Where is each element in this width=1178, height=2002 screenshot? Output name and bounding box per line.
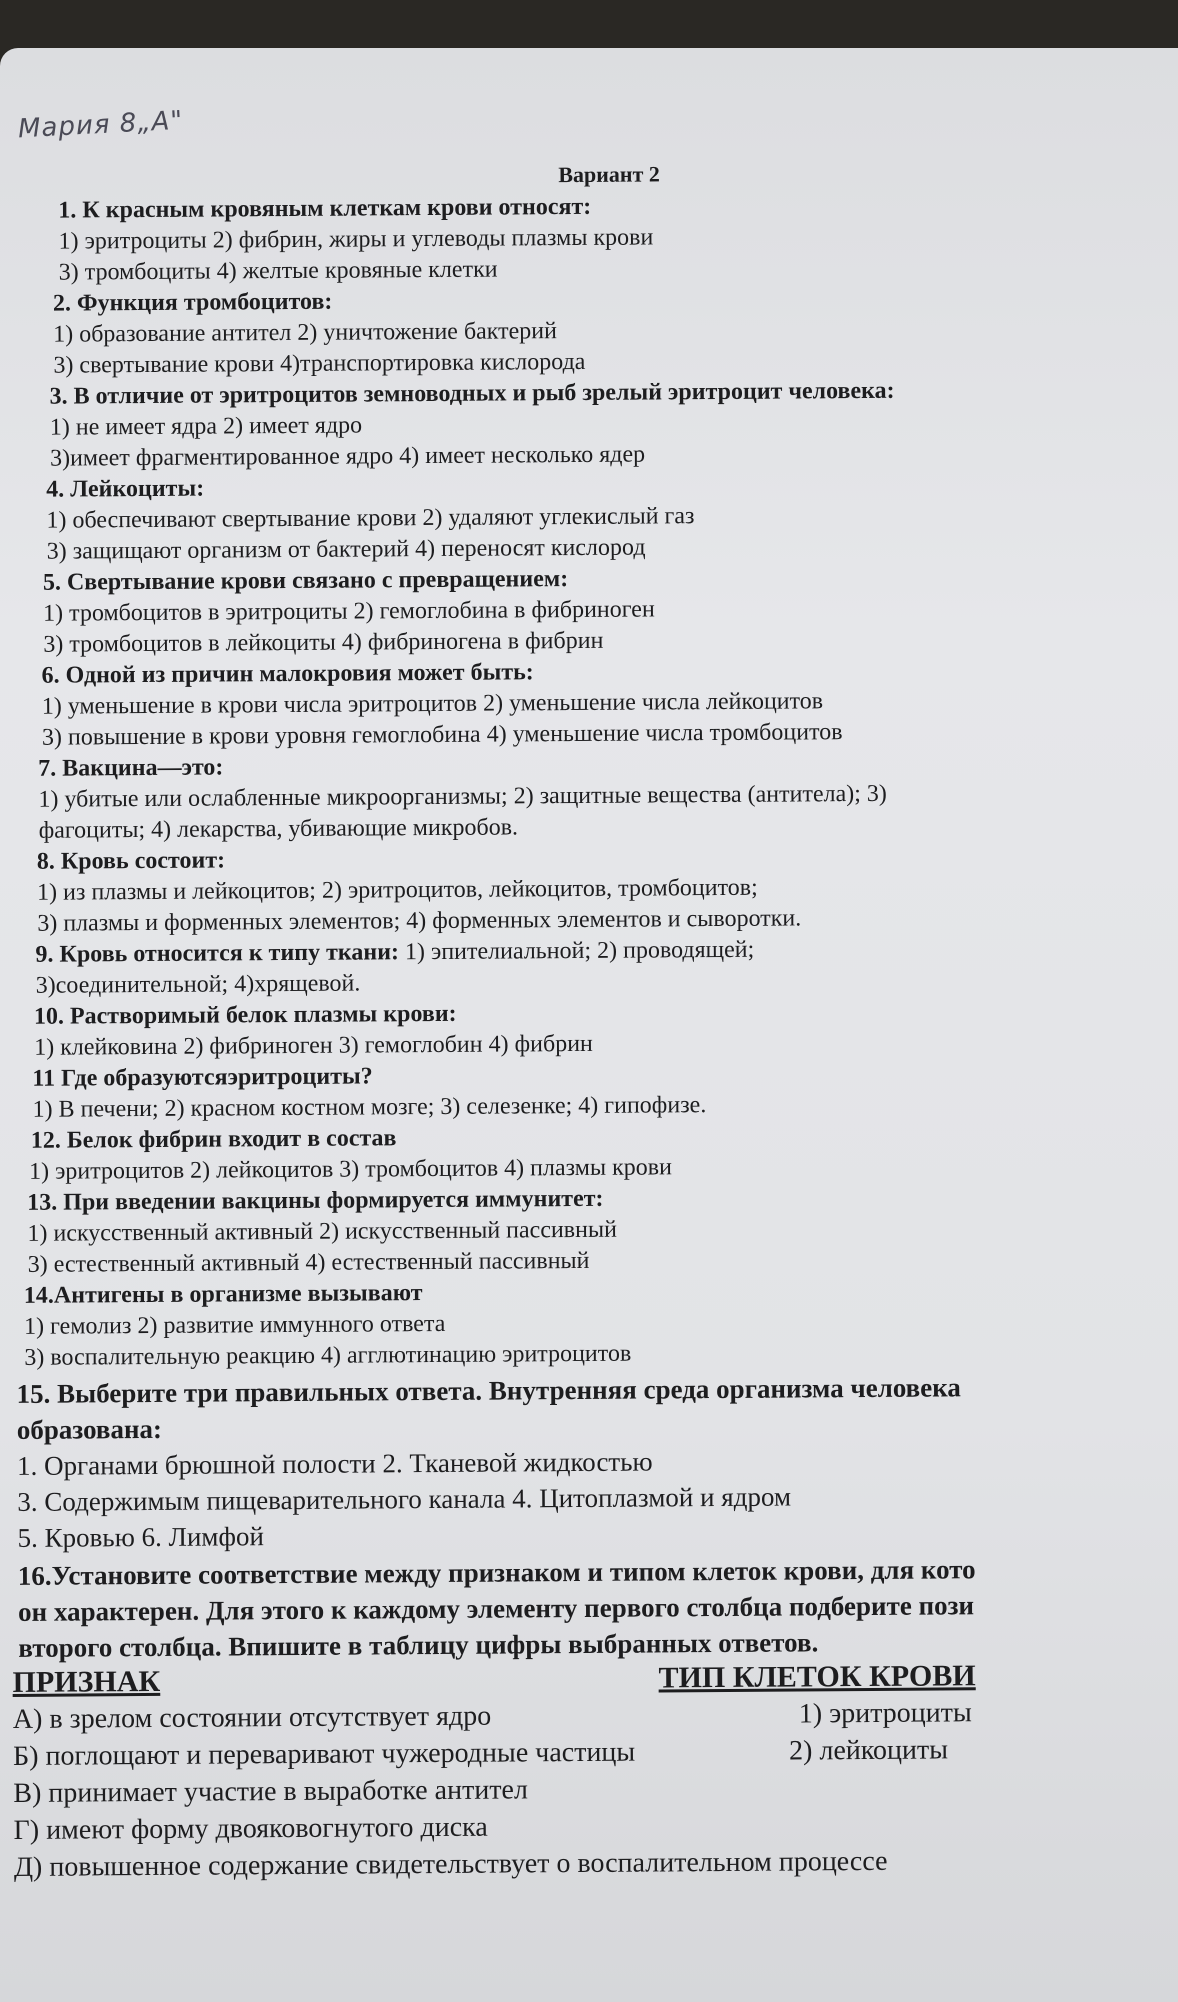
variant-title: Вариант 2 (558, 161, 660, 188)
question-text: 9. Кровь относится к типу ткани: (35, 939, 400, 968)
question-text: 2. Функция тромбоцитов: (52, 288, 333, 317)
question-6 (41, 653, 1178, 754)
document-body (0, 158, 1178, 1889)
question-4 (46, 467, 1178, 568)
answer-options-line: 3) свертывание крови 4)транспортировка кислорода (53, 348, 586, 379)
question-3 (50, 374, 1178, 475)
question-11 (32, 1056, 1178, 1126)
answer-options-line: фагоциты; 4) лекарства, убивающие микробов. (38, 814, 519, 844)
question-1 (58, 188, 1178, 289)
question-text: 11 Где образуютсяэритроциты? (32, 1063, 373, 1092)
answer-options-line: 1) тромбоцитов в эритроциты 2) гемоглобина в фибриноген (43, 596, 655, 627)
answer-options-line: 1) эритроциты 2) фибрин, жиры и углеводы плазмы крови (58, 224, 654, 255)
answer-options-line: 1) гемолиз 2) развитие иммунного ответа (24, 1310, 446, 1340)
handwritten-name: Мария 8„А" (17, 105, 185, 145)
answer-options-line: 3) плазмы и форменных элементов; 4) форменных элементов и сыворотки. (37, 905, 802, 937)
question-8 (37, 839, 1178, 940)
question-16-text: второго столбца. Впишите в таблицу цифры выбранных ответов. (18, 1627, 819, 1663)
question-15-text-2: образована: (16, 1413, 163, 1445)
answer-options-line: 1) не имеет ядра 2) имеет ядро (49, 412, 363, 441)
question-list (0, 188, 1178, 1374)
question-16 (12, 1550, 1178, 1889)
question-text: 13. При введении вакцины формируется иммунитет: (27, 1185, 604, 1216)
question-7 (38, 746, 1178, 847)
matching-row (13, 1844, 1178, 1889)
answer-options-line: 1) из плазмы и лейкоцитов; 2) эритроцитов, лейкоцитов, тромбоцитов; (36, 874, 758, 906)
column-header-cell-type: ТИП КЛЕТОК КРОВИ (658, 1659, 976, 1695)
answer-options-line: 1) убитые или ослабленные микроорганизмы; 2) защитные вещества (антитела); 3) (38, 780, 887, 813)
cell-type-item: 2) лейкоциты (788, 1734, 949, 1767)
feature-item: Г) имеют форму двояковогнутого диска (13, 1811, 488, 1846)
answer-options-line: 1) искусственный активный 2) искусственный пассивный (27, 1216, 618, 1247)
question-text: 5. Свертывание крови связано с превращением: (42, 566, 569, 596)
answer-options-line: 3) повышение в крови уровня гемоглобина 4) уменьшение числа тромбоцитов (41, 719, 843, 751)
question-text: 12. Белок фибрин входит в состав (30, 1125, 397, 1154)
question-12 (28, 1118, 1178, 1188)
paper-sheet (0, 48, 1178, 2002)
question-text: 10. Растворимый белок плазмы крови: (33, 1000, 457, 1030)
answer-options-line: 1) В печени; 2) красном костном мозге; 3) селезенке; 4) гипофизе. (32, 1092, 707, 1123)
answer-options-line: 3) тромбоциты 4) желтые кровяные клетки (58, 256, 498, 286)
question-text: 14.Антигены в организме вызывают (23, 1280, 423, 1309)
cell-type-item: 1) эритроциты (798, 1697, 972, 1730)
answer-options-line: 3) тромбоцитов в лейкоциты 4) фибриногена в фибрин (43, 627, 604, 658)
answer-options-line: 3)соединительной; 4)хрящевой. (35, 970, 361, 999)
question-inline-options: 1) эпителиальной; 2) проводящей; (398, 936, 755, 966)
question-15-option-line: 3. Содержимым пищеварительного канала 4. Цитоплазмой и ядром (17, 1481, 792, 1517)
question-14 (24, 1273, 1178, 1374)
question-15-option-line: 5. Кровью 6. Лимфой (17, 1521, 264, 1553)
answer-options-line: 1) клейковина 2) фибриноген 3) гемоглобин 4) фибрин (34, 1030, 593, 1061)
question-16-text: он характерен. Для этого к каждому элементу первого столбца подберите пози (17, 1590, 975, 1627)
answer-options-line: 1) образование антител 2) уничтожение бактерий (53, 318, 558, 348)
answer-options-line: 3) воспалительную реакцию 4) агглютинацию эритроцитов (24, 1340, 632, 1371)
question-5 (43, 560, 1178, 661)
question-15 (16, 1368, 1178, 1556)
feature-item: Д) повышенное содержание свидетельствует о воспалительном процессе (13, 1845, 888, 1883)
feature-item: А) в зрелом состоянии отсутствует ядро (12, 1700, 492, 1735)
question-text: 6. Одной из причин малокровия может быть: (41, 659, 534, 689)
question-13 (27, 1180, 1178, 1281)
feature-item: Б) поглощают и переваривают чужеродные частицы (12, 1736, 636, 1772)
question-10 (34, 994, 1178, 1064)
question-9 (35, 932, 1178, 1002)
question-15-option-line: 1. Органами брюшной полости 2. Тканевой жидкостью (16, 1446, 653, 1481)
question-2 (53, 281, 1178, 382)
answer-options-line: 3) защищают организм от бактерий 4) переносят кислород (46, 534, 646, 565)
question-text: 3. В отличие от эритроцитов земноводных и рыб зрелый эритроцит человека: (49, 377, 895, 410)
question-text: 1. К красным кровяным клеткам крови относят: (58, 193, 592, 224)
answer-options-line: 1) обеспечивают свертывание крови 2) удаляют углекислый газ (46, 503, 695, 534)
question-15-text-1: 15. Выберите три правильных ответа. Внутренняя среда организма человека (16, 1372, 961, 1409)
answer-options-line: 3) естественный активный 4) естественный пассивный (27, 1247, 590, 1278)
question-text: 4. Лейкоциты: (46, 475, 205, 503)
answer-options-line: 1) уменьшение в крови числа эритроцитов 2) уменьшение числа лейкоцитов (41, 688, 824, 720)
answer-options-line: 3)имеет фрагментированное ядро 4) имеет несколько ядер (49, 441, 646, 472)
question-16-text: 16.Установите соответствие между признаком и типом клеток крови, для кото (17, 1554, 976, 1591)
feature-item: В) принимает участие в выработке антител (13, 1774, 529, 1809)
question-text: 7. Вакцина—это: (38, 754, 224, 782)
answer-options-line: 1) эритроцитов 2) лейкоцитов 3) тромбоцитов 4) плазмы крови (28, 1154, 672, 1185)
question-text: 8. Кровь состоит: (36, 847, 226, 875)
column-header-feature: ПРИЗНАК (12, 1664, 161, 1699)
